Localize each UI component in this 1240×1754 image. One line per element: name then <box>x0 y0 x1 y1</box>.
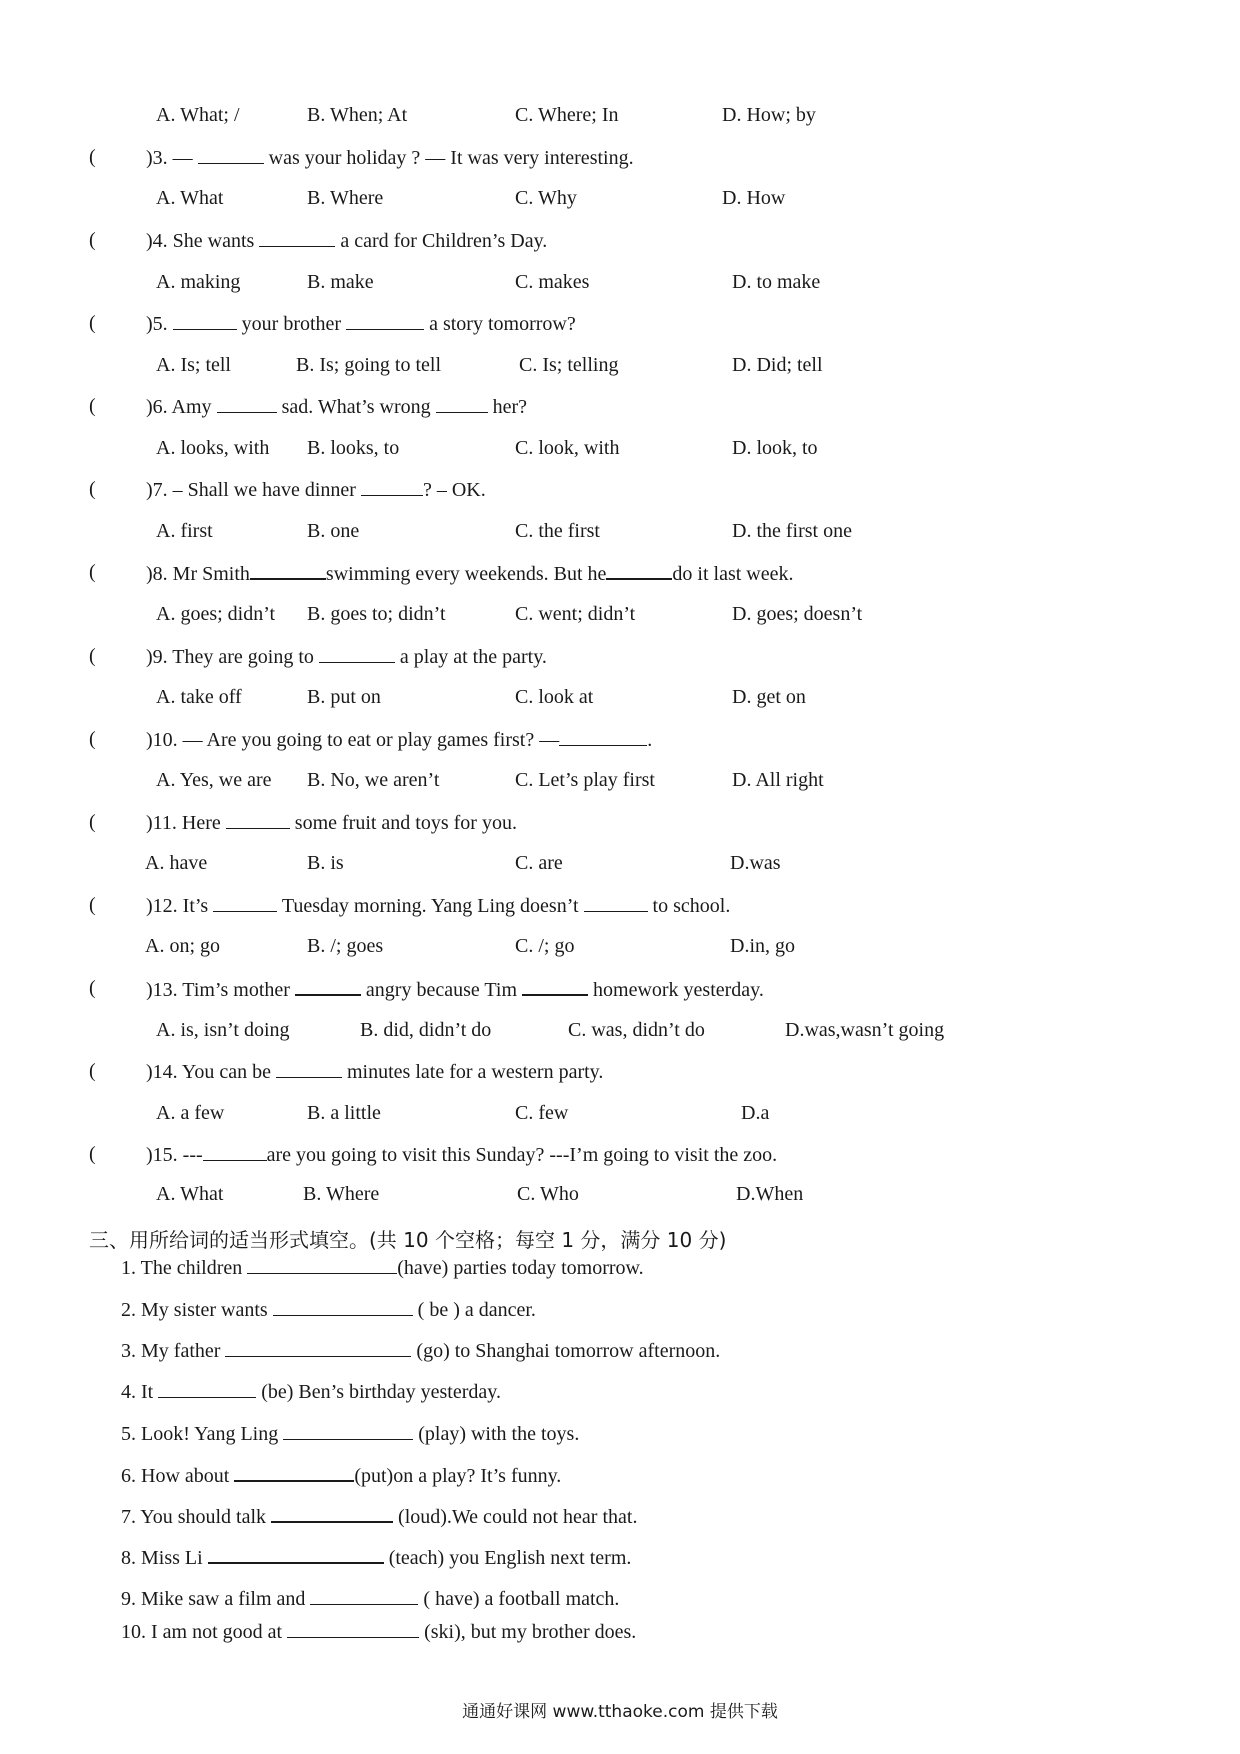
answer-blank[interactable] <box>436 394 488 413</box>
option-a: A. on; go <box>145 935 220 957</box>
answer-paren: ( <box>89 478 96 500</box>
answer-paren: ( <box>89 811 96 833</box>
answer-blank[interactable] <box>584 893 648 912</box>
option-b: B. looks, to <box>307 437 400 459</box>
option-d: D.was,wasn’t going <box>785 1019 945 1041</box>
option-c: C. Who <box>517 1183 579 1205</box>
question-text: )9. They are going to a play at the party. <box>146 646 547 668</box>
answer-blank[interactable] <box>247 1255 397 1274</box>
option-b: B. Where <box>307 187 384 209</box>
question-text: )6. Amy sad. What’s wrong her? <box>146 396 528 418</box>
answer-blank[interactable] <box>361 477 423 496</box>
answer-blank[interactable] <box>346 311 424 330</box>
option-a: A. Is; tell <box>156 354 231 376</box>
answer-paren: ( <box>89 894 96 916</box>
option-d: D.was <box>730 852 781 874</box>
answer-blank[interactable] <box>271 1503 393 1523</box>
question-text: )11. Here some fruit and toys for you. <box>146 812 517 834</box>
option-d: D. All right <box>732 769 824 791</box>
option-c: C. are <box>515 852 563 874</box>
option-b: B. did, didn’t do <box>360 1019 492 1041</box>
option-c: C. Why <box>515 187 577 209</box>
fill-item: 7. You should talk (loud).We could not hear that. <box>121 1503 637 1529</box>
option-a: A. goes; didn’t <box>156 603 276 625</box>
option-c: C. the first <box>515 520 600 542</box>
answer-blank[interactable] <box>173 311 237 330</box>
option-c: C. look, with <box>515 437 620 459</box>
answer-blank[interactable] <box>226 810 290 829</box>
answer-blank[interactable] <box>203 1142 267 1161</box>
answer-blank[interactable] <box>310 1586 418 1605</box>
question-text: )15. --- are you going to visit this Sunday? ---I’m going to visit the zoo. <box>146 1144 778 1166</box>
answer-paren: ( <box>89 1060 96 1082</box>
answer-blank[interactable] <box>522 976 588 996</box>
question-text: )4. She wants a card for Children’s Day. <box>146 230 548 252</box>
answer-blank[interactable] <box>225 1338 411 1357</box>
answer-paren: ( <box>89 977 96 999</box>
option-c: C. Let’s play first <box>515 769 655 791</box>
option-a: A. is, isn’t doing <box>156 1019 290 1041</box>
answer-blank[interactable] <box>213 893 277 912</box>
option-d: D. get on <box>732 686 806 708</box>
option-c: C. was, didn’t do <box>568 1019 705 1041</box>
answer-blank[interactable] <box>287 1619 419 1638</box>
option-c: C. makes <box>515 271 590 293</box>
option-a: A. What <box>156 1183 224 1205</box>
option-d: D. How <box>722 187 786 209</box>
option-b: B. make <box>307 271 374 293</box>
q2-option-d: D. How; by <box>722 104 816 126</box>
question-text: )12. It’s Tuesday morning. Yang Ling doesn’t to school. <box>146 895 731 917</box>
answer-blank[interactable] <box>208 1544 384 1564</box>
question-text: )7. – Shall we have dinner ? – OK. <box>146 479 486 501</box>
answer-paren: ( <box>89 229 96 251</box>
answer-blank[interactable] <box>273 1297 413 1316</box>
option-a: A. Yes, we are <box>156 769 272 791</box>
answer-paren: ( <box>89 146 96 168</box>
fill-item: 5. Look! Yang Ling (play) with the toys. <box>121 1423 580 1445</box>
option-d: D.When <box>736 1183 804 1205</box>
answer-paren: ( <box>89 312 96 334</box>
answer-blank[interactable] <box>259 228 335 247</box>
q2-option-b: B. When; At <box>307 104 408 126</box>
option-a: A. What <box>156 187 224 209</box>
section-title: 三、用所给词的适当形式填空。(共 10 个空格；每空 1 分，满分 10 分) <box>89 1228 727 1252</box>
option-d: D. Did; tell <box>732 354 823 376</box>
option-c: C. look at <box>515 686 594 708</box>
answer-paren: ( <box>89 728 96 750</box>
option-b: B. goes to; didn’t <box>307 603 446 625</box>
answer-blank[interactable] <box>606 560 672 580</box>
option-b: B. put on <box>307 686 381 708</box>
answer-blank[interactable] <box>250 560 326 580</box>
option-b: B. No, we aren’t <box>307 769 440 791</box>
q2-option-a: A. What; / <box>156 104 240 126</box>
option-c: C. few <box>515 1102 569 1124</box>
option-a: A. have <box>145 852 208 874</box>
option-b: B. one <box>307 520 360 542</box>
fill-item: 2. My sister wants ( be ) a dancer. <box>121 1299 536 1321</box>
option-a: A. take off <box>156 686 242 708</box>
option-b: B. /; goes <box>307 935 384 957</box>
answer-paren: ( <box>89 645 96 667</box>
fill-item: 8. Miss Li (teach) you English next term. <box>121 1544 631 1570</box>
question-text: )8. Mr Smith swimming every weekends. But he do it last week. <box>146 560 794 586</box>
answer-paren: ( <box>89 561 96 583</box>
option-b: B. a little <box>307 1102 381 1124</box>
answer-blank[interactable] <box>158 1379 256 1398</box>
option-d: D. goes; doesn’t <box>732 603 863 625</box>
option-d: D. to make <box>732 271 821 293</box>
option-c: C. /; go <box>515 935 575 957</box>
answer-blank[interactable] <box>559 727 647 746</box>
question-text: )10. — Are you going to eat or play games first? — . <box>146 729 653 751</box>
option-c: C. went; didn’t <box>515 603 636 625</box>
question-text: )5. your brother a story tomorrow? <box>146 313 576 335</box>
option-a: A. looks, with <box>156 437 270 459</box>
page-footer: 通通好课网 www.tthaoke.com 提供下载 <box>462 1702 778 1722</box>
option-a: A. making <box>156 271 241 293</box>
question-text: )3. — was your holiday ? — It was very interesting. <box>146 147 634 169</box>
answer-blank[interactable] <box>276 1059 342 1078</box>
option-b: B. is <box>307 852 344 874</box>
answer-paren: ( <box>89 1143 96 1165</box>
fill-item: 6. How about (put)on a play? It’s funny. <box>121 1462 561 1488</box>
fill-item: 3. My father (go) to Shanghai tomorrow afternoon. <box>121 1340 721 1362</box>
option-c: C. Is; telling <box>519 354 619 376</box>
answer-blank[interactable] <box>319 644 395 663</box>
q2-option-c: C. Where; In <box>515 104 619 126</box>
option-b: B. Is; going to tell <box>296 354 441 376</box>
fill-item: 10. I am not good at (ski), but my brother does. <box>121 1621 637 1643</box>
fill-item: 9. Mike saw a film and ( have) a football match. <box>121 1588 620 1610</box>
answer-blank[interactable] <box>217 394 277 413</box>
option-b: B. Where <box>303 1183 380 1205</box>
answer-blank[interactable] <box>234 1462 354 1482</box>
option-a: A. a few <box>156 1102 225 1124</box>
answer-blank[interactable] <box>198 145 264 164</box>
answer-blank[interactable] <box>283 1421 413 1440</box>
option-d: D. the first one <box>732 520 852 542</box>
option-a: A. first <box>156 520 213 542</box>
option-d: D.in, go <box>730 935 795 957</box>
question-text: )13. Tim’s mother angry because Tim homework yesterday. <box>146 976 764 1002</box>
question-text: )14. You can be minutes late for a western party. <box>146 1061 604 1083</box>
option-d: D. look, to <box>732 437 818 459</box>
answer-paren: ( <box>89 395 96 417</box>
answer-blank[interactable] <box>295 976 361 996</box>
fill-item: 4. It (be) Ben’s birthday yesterday. <box>121 1381 501 1403</box>
option-d: D.a <box>741 1102 770 1124</box>
fill-item: 1. The children (have) parties today tomorrow. <box>121 1257 644 1279</box>
